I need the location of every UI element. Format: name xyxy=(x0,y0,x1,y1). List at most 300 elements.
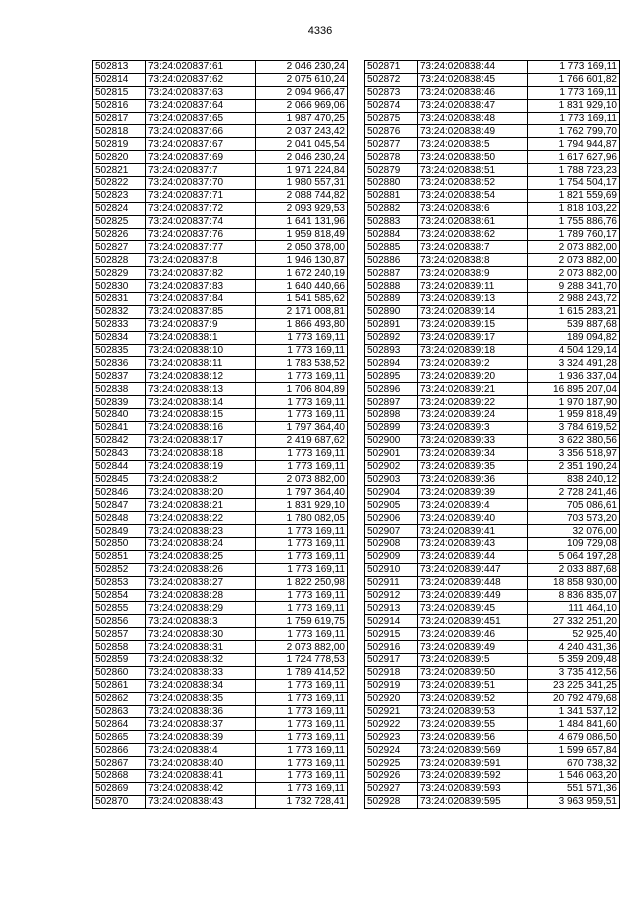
cadastral-value-cell: 1 773 169,11 xyxy=(256,769,348,782)
record-number-cell: 502854 xyxy=(93,589,146,602)
record-number-cell: 502832 xyxy=(93,305,146,318)
record-number-cell: 502881 xyxy=(365,189,418,202)
record-number-cell: 502920 xyxy=(365,692,418,705)
record-number-cell: 502856 xyxy=(93,615,146,628)
table-row xyxy=(93,782,348,795)
cadastral-value-cell: 3 324 491,28 xyxy=(528,357,620,370)
table-row xyxy=(93,537,348,550)
cadastral-value-cell: 1 783 538,52 xyxy=(256,357,348,370)
cadastral-number-cell: 73:24:020837:67 xyxy=(146,138,256,151)
record-number-cell: 502836 xyxy=(93,357,146,370)
table-row xyxy=(365,151,620,164)
record-number-cell: 502898 xyxy=(365,409,418,422)
cadastral-number-cell: 73:24:020838:15 xyxy=(146,409,256,422)
cadastral-value-cell: 2 419 687,62 xyxy=(256,434,348,447)
table-row xyxy=(93,254,348,267)
record-number-cell: 502914 xyxy=(365,615,418,628)
record-number-cell: 502848 xyxy=(93,512,146,525)
cadastral-value-cell: 4 504 129,14 xyxy=(528,344,620,357)
cadastral-value-cell: 2 093 929,53 xyxy=(256,202,348,215)
table-row xyxy=(365,421,620,434)
table-row xyxy=(93,525,348,538)
cadastral-value-cell: 1 773 169,11 xyxy=(528,61,620,74)
table-row xyxy=(93,486,348,499)
record-number-cell: 502884 xyxy=(365,228,418,241)
cadastral-number-cell: 73:24:020838:26 xyxy=(146,563,256,576)
record-number-cell: 502873 xyxy=(365,86,418,99)
cadastral-value-cell: 1 773 169,11 xyxy=(256,396,348,409)
table-row xyxy=(365,177,620,190)
cadastral-value-cell: 1 617 627,96 xyxy=(528,151,620,164)
table-row xyxy=(365,731,620,744)
cadastral-number-cell: 73:24:020838:33 xyxy=(146,666,256,679)
cadastral-value-cell: 2 046 230,24 xyxy=(256,151,348,164)
cadastral-number-cell: 73:24:020837:70 xyxy=(146,177,256,190)
right-table xyxy=(364,60,620,809)
cadastral-number-cell: 73:24:020838:6 xyxy=(418,202,528,215)
table-row xyxy=(93,125,348,138)
table-row xyxy=(93,447,348,460)
cadastral-value-cell: 111 464,10 xyxy=(528,602,620,615)
table-row xyxy=(93,641,348,654)
record-number-cell: 502901 xyxy=(365,447,418,460)
table-row xyxy=(365,576,620,589)
cadastral-number-cell: 73:24:020838:9 xyxy=(418,267,528,280)
record-number-cell: 502875 xyxy=(365,112,418,125)
table-row xyxy=(365,615,620,628)
cadastral-value-cell: 1 762 799,70 xyxy=(528,125,620,138)
record-number-cell: 502859 xyxy=(93,653,146,666)
cadastral-number-cell: 73:24:020839:24 xyxy=(418,409,528,422)
cadastral-value-cell: 1 822 250,98 xyxy=(256,576,348,589)
table-row xyxy=(93,563,348,576)
table-row xyxy=(365,705,620,718)
cadastral-value-cell: 1 971 224,84 xyxy=(256,164,348,177)
record-number-cell: 502923 xyxy=(365,731,418,744)
cadastral-number-cell: 73:24:020838:20 xyxy=(146,486,256,499)
record-number-cell: 502878 xyxy=(365,151,418,164)
cadastral-number-cell: 73:24:020837:71 xyxy=(146,189,256,202)
table-row xyxy=(93,280,348,293)
table-row xyxy=(93,653,348,666)
cadastral-number-cell: 73:24:020838:18 xyxy=(146,447,256,460)
record-number-cell: 502861 xyxy=(93,679,146,692)
cadastral-value-cell: 1 724 778,53 xyxy=(256,653,348,666)
cadastral-number-cell: 73:24:020838:43 xyxy=(146,795,256,808)
record-number-cell: 502858 xyxy=(93,641,146,654)
table-row xyxy=(365,370,620,383)
record-number-cell: 502894 xyxy=(365,357,418,370)
cadastral-value-cell: 2 088 744,82 xyxy=(256,189,348,202)
cadastral-number-cell: 73:24:020839:569 xyxy=(418,744,528,757)
table-row xyxy=(365,228,620,241)
table-row xyxy=(365,769,620,782)
record-number-cell: 502860 xyxy=(93,666,146,679)
cadastral-number-cell: 73:24:020838:22 xyxy=(146,512,256,525)
record-number-cell: 502826 xyxy=(93,228,146,241)
table-row xyxy=(365,189,620,202)
record-number-cell: 502828 xyxy=(93,254,146,267)
cadastral-number-cell: 73:24:020838:3 xyxy=(146,615,256,628)
cadastral-number-cell: 73:24:020838:17 xyxy=(146,434,256,447)
cadastral-number-cell: 73:24:020839:34 xyxy=(418,447,528,460)
cadastral-value-cell: 4 240 431,36 xyxy=(528,641,620,654)
record-number-cell: 502872 xyxy=(365,73,418,86)
cadastral-number-cell: 73:24:020838:23 xyxy=(146,525,256,538)
cadastral-value-cell: 1 818 103,22 xyxy=(528,202,620,215)
table-row xyxy=(365,512,620,525)
record-number-cell: 502921 xyxy=(365,705,418,718)
cadastral-value-cell: 1 773 169,11 xyxy=(256,370,348,383)
cadastral-value-cell: 109 729,08 xyxy=(528,537,620,550)
cadastral-value-cell: 1 732 728,41 xyxy=(256,795,348,808)
record-number-cell: 502862 xyxy=(93,692,146,705)
cadastral-value-cell: 1 866 493,80 xyxy=(256,318,348,331)
record-number-cell: 502908 xyxy=(365,537,418,550)
cadastral-number-cell: 73:24:020838:49 xyxy=(418,125,528,138)
table-row xyxy=(93,628,348,641)
cadastral-number-cell: 73:24:020839:4 xyxy=(418,499,528,512)
cadastral-number-cell: 73:24:020838:4 xyxy=(146,744,256,757)
cadastral-number-cell: 73:24:020837:85 xyxy=(146,305,256,318)
cadastral-number-cell: 73:24:020838:50 xyxy=(418,151,528,164)
cadastral-number-cell: 73:24:020838:7 xyxy=(418,241,528,254)
right-table-body xyxy=(365,61,620,809)
record-number-cell: 502889 xyxy=(365,293,418,306)
cadastral-value-cell: 1 959 818,49 xyxy=(256,228,348,241)
cadastral-value-cell: 838 240,12 xyxy=(528,473,620,486)
cadastral-number-cell: 73:24:020839:451 xyxy=(418,615,528,628)
record-number-cell: 502911 xyxy=(365,576,418,589)
table-row xyxy=(93,228,348,241)
record-number-cell: 502835 xyxy=(93,344,146,357)
table-row xyxy=(365,241,620,254)
record-number-cell: 502842 xyxy=(93,434,146,447)
cadastral-value-cell: 670 738,32 xyxy=(528,757,620,770)
cadastral-number-cell: 73:24:020839:447 xyxy=(418,563,528,576)
record-number-cell: 502817 xyxy=(93,112,146,125)
record-number-cell: 502851 xyxy=(93,550,146,563)
record-number-cell: 502928 xyxy=(365,795,418,808)
cadastral-value-cell: 1 754 504,17 xyxy=(528,177,620,190)
table-row xyxy=(93,189,348,202)
cadastral-value-cell: 1 959 818,49 xyxy=(528,409,620,422)
table-row xyxy=(365,460,620,473)
record-number-cell: 502843 xyxy=(93,447,146,460)
record-number-cell: 502823 xyxy=(93,189,146,202)
cadastral-value-cell: 3 356 518,97 xyxy=(528,447,620,460)
record-number-cell: 502919 xyxy=(365,679,418,692)
cadastral-number-cell: 73:24:020837:77 xyxy=(146,241,256,254)
cadastral-number-cell: 73:24:020839:13 xyxy=(418,293,528,306)
cadastral-number-cell: 73:24:020839:18 xyxy=(418,344,528,357)
cadastral-value-cell: 1 641 131,96 xyxy=(256,215,348,228)
cadastral-value-cell: 1 615 283,21 xyxy=(528,305,620,318)
left-table-body xyxy=(93,61,348,809)
cadastral-number-cell: 73:24:020837:83 xyxy=(146,280,256,293)
record-number-cell: 502841 xyxy=(93,421,146,434)
cadastral-number-cell: 73:24:020839:46 xyxy=(418,628,528,641)
cadastral-number-cell: 73:24:020839:593 xyxy=(418,782,528,795)
record-number-cell: 502896 xyxy=(365,383,418,396)
record-number-cell: 502903 xyxy=(365,473,418,486)
table-row xyxy=(93,164,348,177)
cadastral-value-cell: 1 773 169,11 xyxy=(256,460,348,473)
cadastral-value-cell: 539 887,68 xyxy=(528,318,620,331)
record-number-cell: 502917 xyxy=(365,653,418,666)
cadastral-value-cell: 1 980 557,31 xyxy=(256,177,348,190)
record-number-cell: 502825 xyxy=(93,215,146,228)
table-row xyxy=(93,434,348,447)
table-row xyxy=(93,744,348,757)
record-number-cell: 502891 xyxy=(365,318,418,331)
record-number-cell: 502869 xyxy=(93,782,146,795)
record-number-cell: 502890 xyxy=(365,305,418,318)
table-row xyxy=(365,61,620,74)
cadastral-value-cell: 1 773 169,11 xyxy=(256,344,348,357)
cadastral-number-cell: 73:24:020839:40 xyxy=(418,512,528,525)
cadastral-value-cell: 1 773 169,11 xyxy=(256,550,348,563)
cadastral-number-cell: 73:24:020839:595 xyxy=(418,795,528,808)
record-number-cell: 502822 xyxy=(93,177,146,190)
cadastral-value-cell: 1 987 470,25 xyxy=(256,112,348,125)
table-row xyxy=(365,280,620,293)
table-row xyxy=(93,769,348,782)
cadastral-value-cell: 1 773 169,11 xyxy=(528,86,620,99)
record-number-cell: 502910 xyxy=(365,563,418,576)
table-row xyxy=(93,331,348,344)
table-row xyxy=(365,679,620,692)
cadastral-number-cell: 73:24:020839:41 xyxy=(418,525,528,538)
cadastral-value-cell: 4 679 086,50 xyxy=(528,731,620,744)
cadastral-number-cell: 73:24:020839:11 xyxy=(418,280,528,293)
record-number-cell: 502865 xyxy=(93,731,146,744)
cadastral-number-cell: 73:24:020837:65 xyxy=(146,112,256,125)
table-row xyxy=(365,641,620,654)
cadastral-value-cell: 1 773 169,11 xyxy=(256,447,348,460)
record-number-cell: 502868 xyxy=(93,769,146,782)
record-number-cell: 502886 xyxy=(365,254,418,267)
table-row xyxy=(365,628,620,641)
table-row xyxy=(93,73,348,86)
cadastral-value-cell: 2 041 045,54 xyxy=(256,138,348,151)
cadastral-value-cell: 1 773 169,11 xyxy=(256,705,348,718)
cadastral-value-cell: 1 759 619,75 xyxy=(256,615,348,628)
table-row xyxy=(365,602,620,615)
table-row xyxy=(365,254,620,267)
record-number-cell: 502882 xyxy=(365,202,418,215)
cadastral-number-cell: 73:24:020839:15 xyxy=(418,318,528,331)
cadastral-value-cell: 1 780 082,05 xyxy=(256,512,348,525)
cadastral-value-cell: 1 773 169,11 xyxy=(256,331,348,344)
cadastral-number-cell: 73:24:020839:36 xyxy=(418,473,528,486)
cadastral-number-cell: 73:24:020838:45 xyxy=(418,73,528,86)
record-number-cell: 502915 xyxy=(365,628,418,641)
table-row xyxy=(93,86,348,99)
table-row xyxy=(93,241,348,254)
cadastral-number-cell: 73:24:020838:40 xyxy=(146,757,256,770)
table-row xyxy=(365,344,620,357)
cadastral-number-cell: 73:24:020838:16 xyxy=(146,421,256,434)
cadastral-number-cell: 73:24:020837:82 xyxy=(146,267,256,280)
cadastral-value-cell: 1 599 657,84 xyxy=(528,744,620,757)
cadastral-value-cell: 1 773 169,11 xyxy=(256,563,348,576)
cadastral-value-cell: 1 706 804,89 xyxy=(256,383,348,396)
cadastral-number-cell: 73:24:020838:48 xyxy=(418,112,528,125)
cadastral-number-cell: 73:24:020838:34 xyxy=(146,679,256,692)
cadastral-number-cell: 73:24:020838:30 xyxy=(146,628,256,641)
cadastral-number-cell: 73:24:020839:14 xyxy=(418,305,528,318)
cadastral-number-cell: 73:24:020837:8 xyxy=(146,254,256,267)
cadastral-number-cell: 73:24:020838:47 xyxy=(418,99,528,112)
record-number-cell: 502853 xyxy=(93,576,146,589)
record-number-cell: 502895 xyxy=(365,370,418,383)
record-number-cell: 502813 xyxy=(93,61,146,74)
table-row xyxy=(93,344,348,357)
record-number-cell: 502887 xyxy=(365,267,418,280)
record-number-cell: 502902 xyxy=(365,460,418,473)
record-number-cell: 502918 xyxy=(365,666,418,679)
cadastral-value-cell: 1 640 440,66 xyxy=(256,280,348,293)
cadastral-value-cell: 1 821 559,69 xyxy=(528,189,620,202)
record-number-cell: 502874 xyxy=(365,99,418,112)
record-number-cell: 502815 xyxy=(93,86,146,99)
cadastral-value-cell: 18 858 930,00 xyxy=(528,576,620,589)
cadastral-value-cell: 5 064 197,28 xyxy=(528,550,620,563)
cadastral-value-cell: 1 773 169,11 xyxy=(256,692,348,705)
record-number-cell: 502857 xyxy=(93,628,146,641)
cadastral-value-cell: 2 050 378,00 xyxy=(256,241,348,254)
record-number-cell: 502906 xyxy=(365,512,418,525)
table-row xyxy=(365,589,620,602)
table-row xyxy=(93,202,348,215)
cadastral-number-cell: 73:24:020838:62 xyxy=(418,228,528,241)
record-number-cell: 502905 xyxy=(365,499,418,512)
cadastral-number-cell: 73:24:020838:8 xyxy=(418,254,528,267)
table-row xyxy=(93,576,348,589)
table-row xyxy=(93,718,348,731)
cadastral-number-cell: 73:24:020839:43 xyxy=(418,537,528,550)
cadastral-value-cell: 1 773 169,11 xyxy=(256,782,348,795)
cadastral-value-cell: 1 831 929,10 xyxy=(528,99,620,112)
table-row xyxy=(365,653,620,666)
record-number-cell: 502814 xyxy=(93,73,146,86)
cadastral-value-cell: 23 225 341,25 xyxy=(528,679,620,692)
cadastral-number-cell: 73:24:020839:44 xyxy=(418,550,528,563)
cadastral-number-cell: 73:24:020838:1 xyxy=(146,331,256,344)
record-number-cell: 502907 xyxy=(365,525,418,538)
table-row xyxy=(365,125,620,138)
cadastral-number-cell: 73:24:020837:66 xyxy=(146,125,256,138)
table-row xyxy=(365,357,620,370)
cadastral-value-cell: 52 925,40 xyxy=(528,628,620,641)
record-number-cell: 502926 xyxy=(365,769,418,782)
table-row xyxy=(93,421,348,434)
table-row xyxy=(93,795,348,808)
cadastral-number-cell: 73:24:020837:9 xyxy=(146,318,256,331)
record-number-cell: 502833 xyxy=(93,318,146,331)
record-number-cell: 502904 xyxy=(365,486,418,499)
record-number-cell: 502847 xyxy=(93,499,146,512)
record-number-cell: 502821 xyxy=(93,164,146,177)
record-number-cell: 502819 xyxy=(93,138,146,151)
record-number-cell: 502916 xyxy=(365,641,418,654)
cadastral-value-cell: 2 073 882,00 xyxy=(256,473,348,486)
table-row xyxy=(93,383,348,396)
table-row xyxy=(365,537,620,550)
cadastral-number-cell: 73:24:020837:72 xyxy=(146,202,256,215)
table-row xyxy=(365,563,620,576)
cadastral-number-cell: 73:24:020838:42 xyxy=(146,782,256,795)
record-number-cell: 502849 xyxy=(93,525,146,538)
cadastral-number-cell: 73:24:020838:27 xyxy=(146,576,256,589)
cadastral-value-cell: 1 546 063,20 xyxy=(528,769,620,782)
cadastral-value-cell: 20 792 479,68 xyxy=(528,692,620,705)
table-row xyxy=(365,782,620,795)
cadastral-number-cell: 73:24:020839:52 xyxy=(418,692,528,705)
record-number-cell: 502866 xyxy=(93,744,146,757)
cadastral-number-cell: 73:24:020838:35 xyxy=(146,692,256,705)
cadastral-value-cell: 1 766 601,82 xyxy=(528,73,620,86)
record-number-cell: 502837 xyxy=(93,370,146,383)
record-number-cell: 502913 xyxy=(365,602,418,615)
cadastral-value-cell: 2 073 882,00 xyxy=(256,641,348,654)
cadastral-value-cell: 3 963 959,51 xyxy=(528,795,620,808)
record-number-cell: 502880 xyxy=(365,177,418,190)
record-number-cell: 502879 xyxy=(365,164,418,177)
table-row xyxy=(365,744,620,757)
cadastral-number-cell: 73:24:020838:46 xyxy=(418,86,528,99)
cadastral-number-cell: 73:24:020838:29 xyxy=(146,602,256,615)
record-number-cell: 502888 xyxy=(365,280,418,293)
table-row xyxy=(93,666,348,679)
cadastral-value-cell: 1 789 760,17 xyxy=(528,228,620,241)
cadastral-number-cell: 73:24:020839:17 xyxy=(418,331,528,344)
cadastral-number-cell: 73:24:020839:53 xyxy=(418,705,528,718)
table-row xyxy=(365,795,620,808)
table-row xyxy=(93,318,348,331)
cadastral-number-cell: 73:24:020838:21 xyxy=(146,499,256,512)
cadastral-value-cell: 1 773 169,11 xyxy=(256,537,348,550)
record-number-cell: 502844 xyxy=(93,460,146,473)
table-row xyxy=(365,396,620,409)
record-number-cell: 502883 xyxy=(365,215,418,228)
record-number-cell: 502839 xyxy=(93,396,146,409)
cadastral-value-cell: 32 076,00 xyxy=(528,525,620,538)
cadastral-number-cell: 73:24:020838:41 xyxy=(146,769,256,782)
cadastral-number-cell: 73:24:020838:61 xyxy=(418,215,528,228)
cadastral-value-cell: 2 351 190,24 xyxy=(528,460,620,473)
cadastral-value-cell: 5 359 209,48 xyxy=(528,653,620,666)
cadastral-number-cell: 73:24:020839:5 xyxy=(418,653,528,666)
table-row xyxy=(365,718,620,731)
record-number-cell: 502922 xyxy=(365,718,418,731)
cadastral-number-cell: 73:24:020839:20 xyxy=(418,370,528,383)
cadastral-value-cell: 1 672 240,19 xyxy=(256,267,348,280)
cadastral-number-cell: 73:24:020839:448 xyxy=(418,576,528,589)
table-row xyxy=(93,589,348,602)
table-row xyxy=(365,99,620,112)
cadastral-number-cell: 73:24:020838:54 xyxy=(418,189,528,202)
cadastral-value-cell: 551 571,36 xyxy=(528,782,620,795)
cadastral-value-cell: 1 794 944,87 xyxy=(528,138,620,151)
record-number-cell: 502897 xyxy=(365,396,418,409)
table-row xyxy=(93,177,348,190)
cadastral-number-cell: 73:24:020838:51 xyxy=(418,164,528,177)
cadastral-number-cell: 73:24:020839:2 xyxy=(418,357,528,370)
record-number-cell: 502892 xyxy=(365,331,418,344)
cadastral-number-cell: 73:24:020838:2 xyxy=(146,473,256,486)
